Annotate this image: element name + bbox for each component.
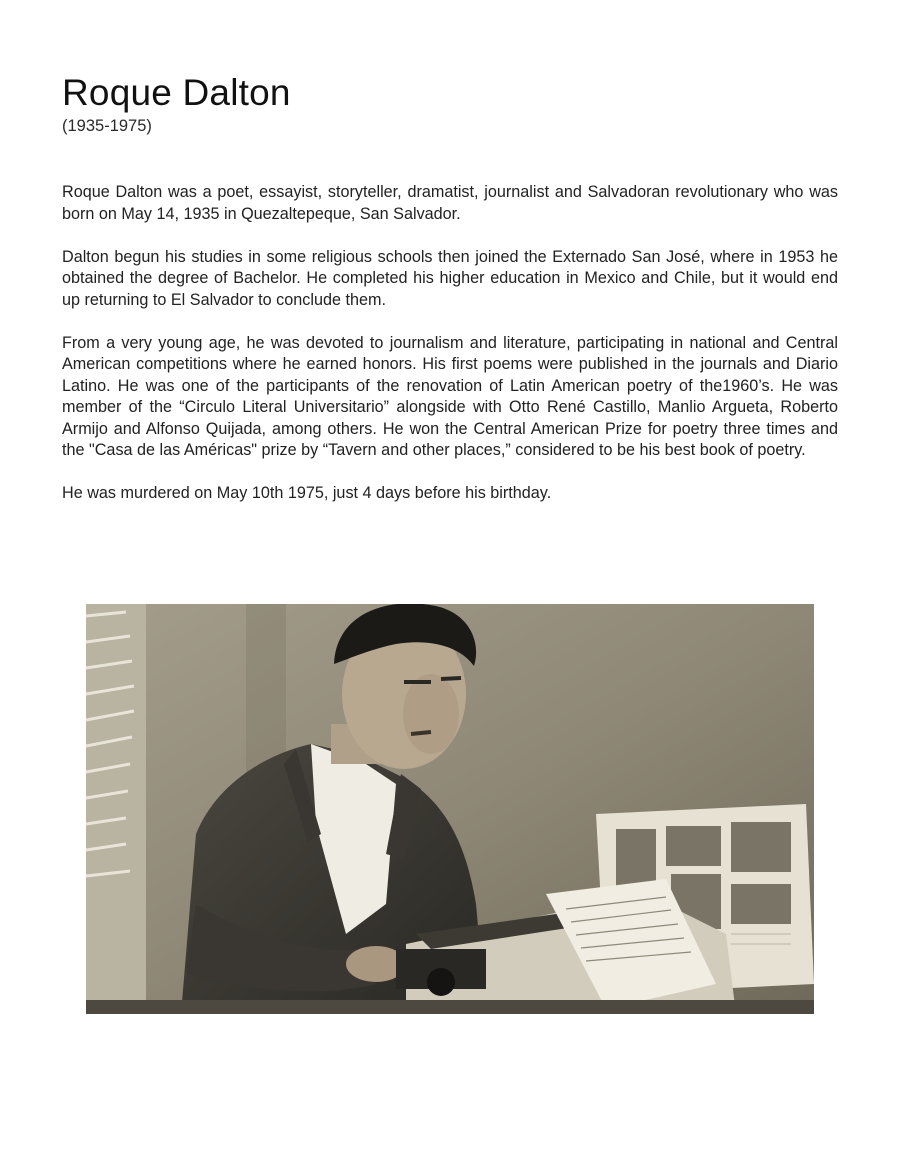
- document-page: [62, 70, 838, 526]
- portrait-photo: [86, 604, 814, 1014]
- paragraph-career: From a very young age, he was devoted to journalism and literature, participating in national and Central American competitions where he earned honors. His first poems were published in the journals and Diario Latino. He was one of the participants of the renovation of Latin American poetry of the1960’s. He was member of the “Circulo Literal Universitario” alongside with Otto René Castillo, Manlio Argueta, Roberto Armijo and Alfonso Quijada, among others. He won the Central American Prize for poetry three times and the "Casa de las Américas" prize by “Tavern and other places,” considered to be his best book of poetry.: [62, 333, 838, 459]
- life-years: (1935-1975): [62, 117, 152, 135]
- paragraph-intro: Roque Dalton was a poet, essayist, storyteller, dramatist, journalist and Salvadoran revolutionary who was born on May 14, 1935 in Quezaltepeque, San Salvador.: [62, 183, 838, 223]
- portrait-photo-icon: [86, 604, 814, 1014]
- paragraph-education: Dalton begun his studies in some religious schools then joined the Externado San José, where in 1953 he obtained the degree of Bachelor. He completed his higher education in Mexico and Chile, but it would end up returning to El Salvador to conclude them.: [62, 247, 838, 309]
- paragraph-death: He was murdered on May 10th 1975, just 4 days before his birthday.: [62, 484, 552, 502]
- page-title: Roque Dalton: [62, 72, 291, 113]
- biography-text: [62, 182, 838, 505]
